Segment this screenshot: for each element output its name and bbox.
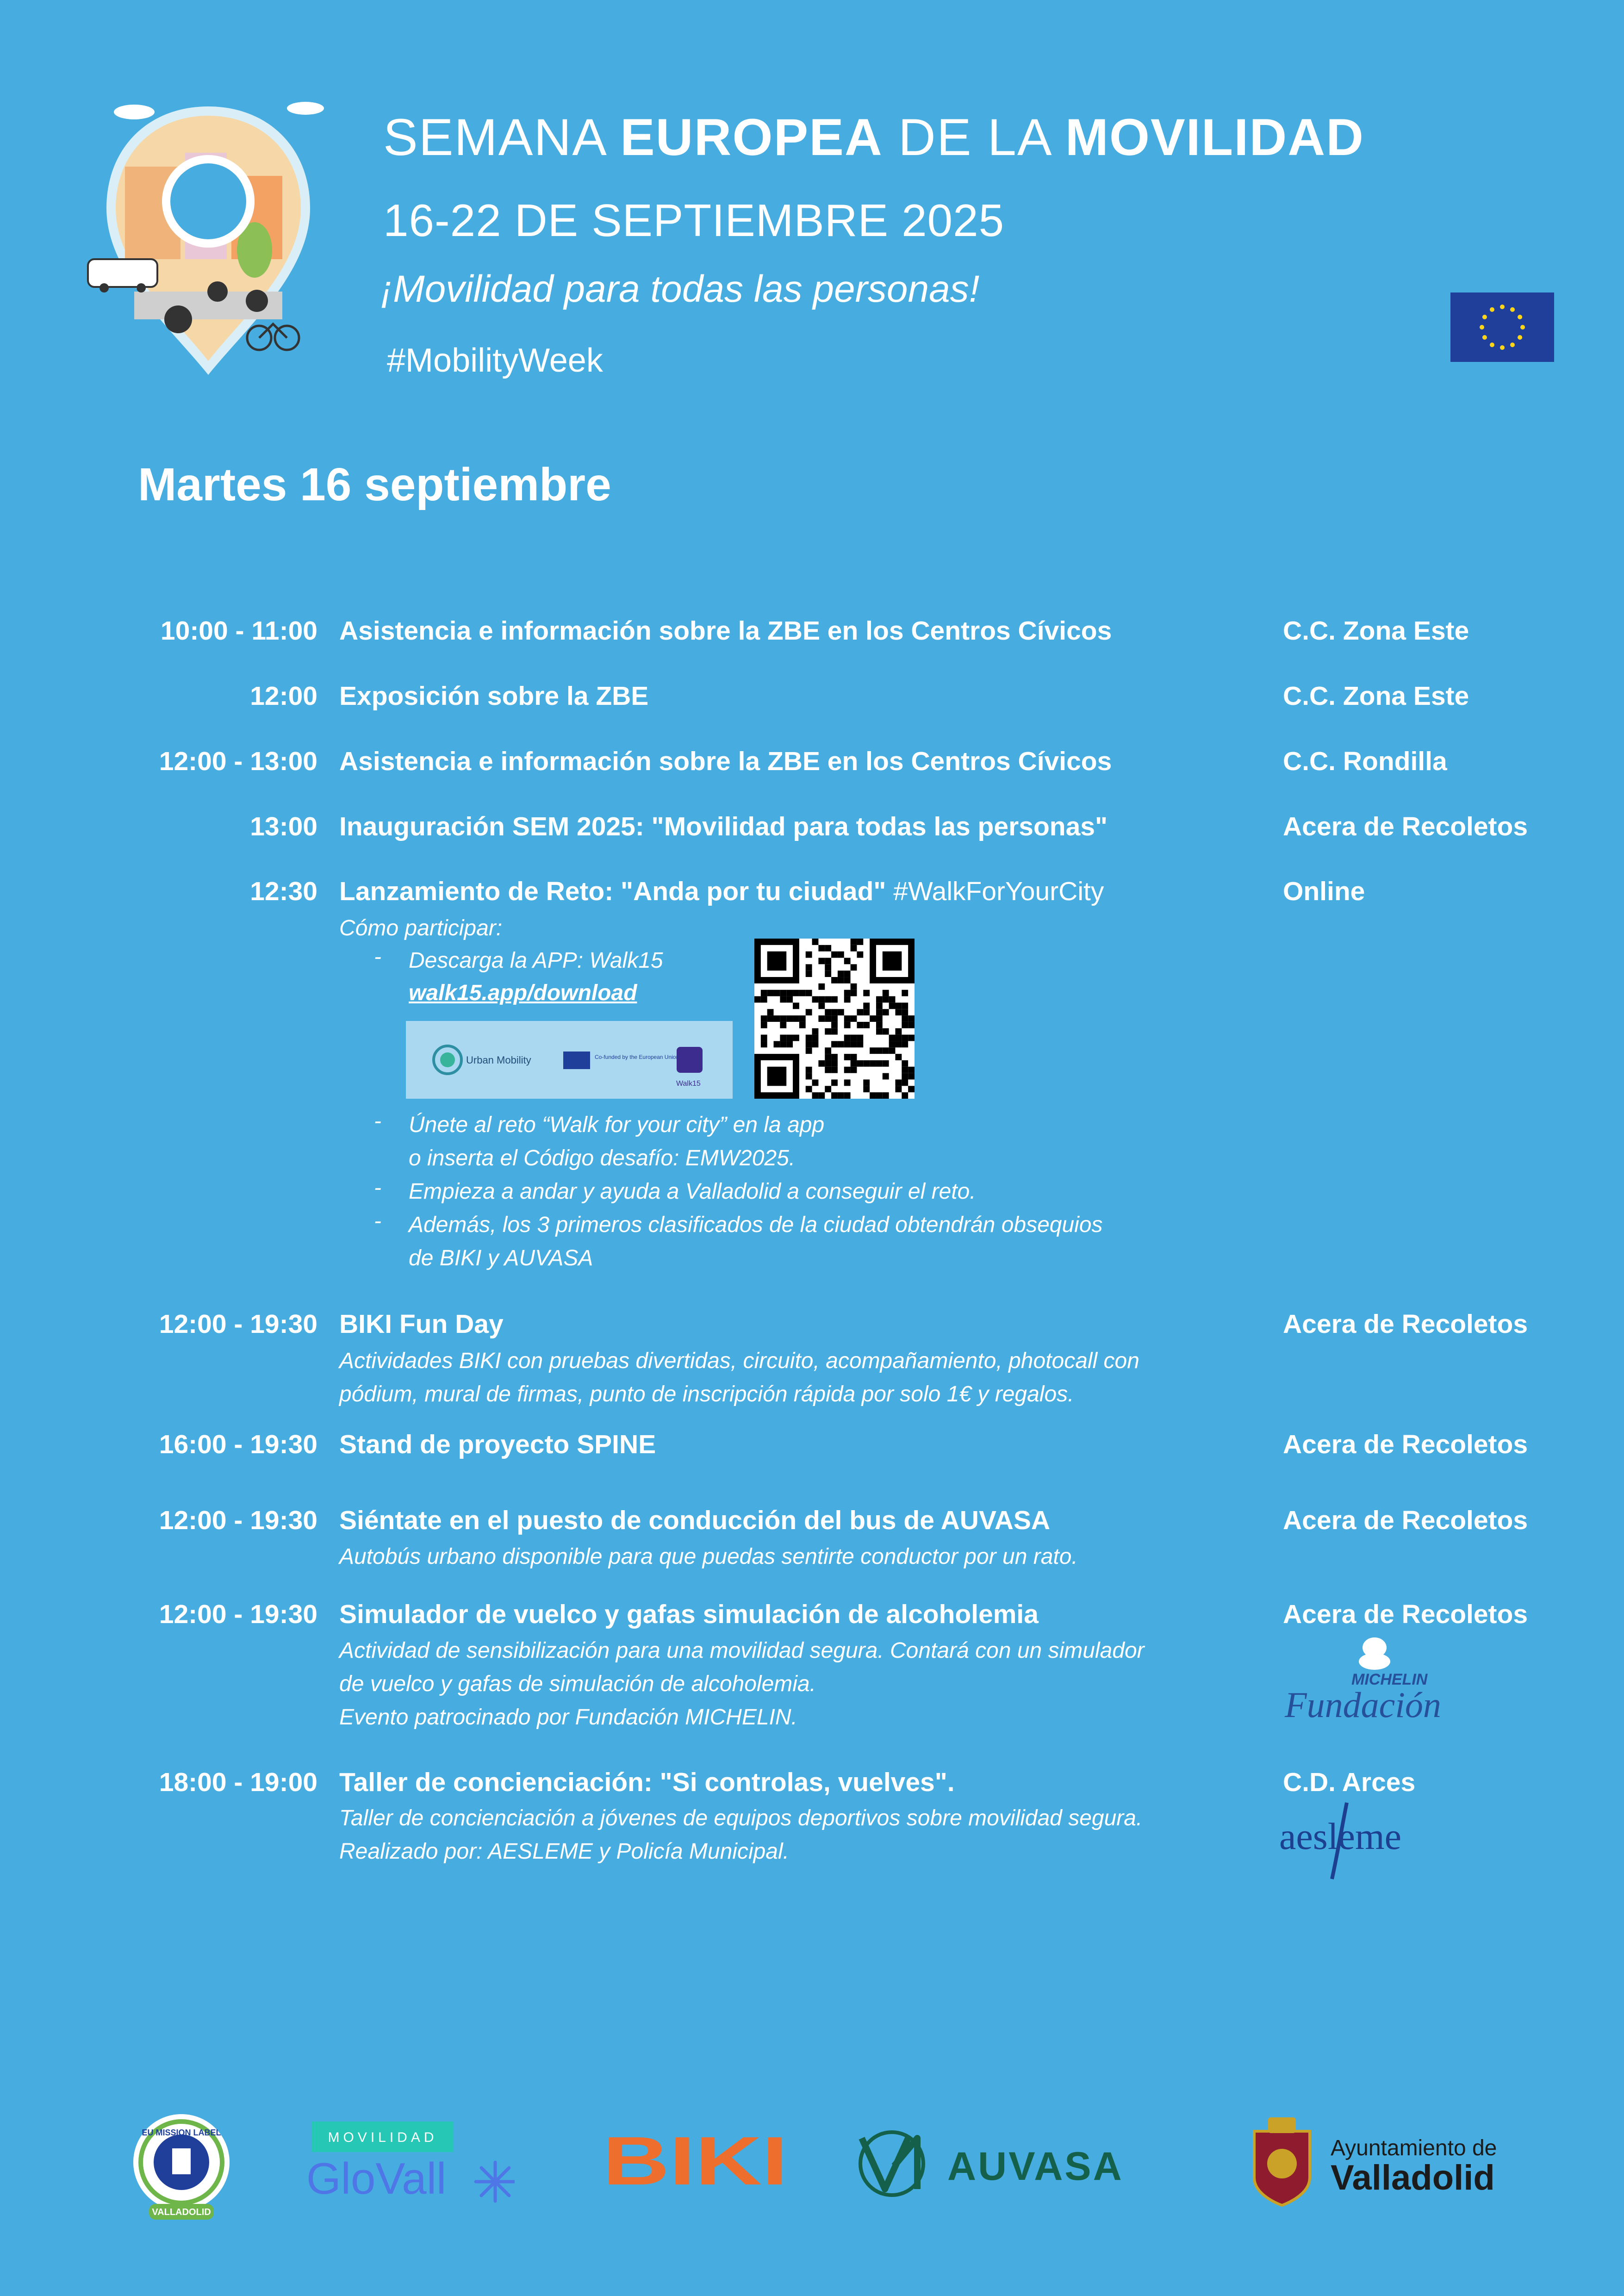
event-description: Autobús urbano disponible para que puedas sentirte conductor por un rato.	[339, 1544, 1078, 1569]
qr-code-icon[interactable]	[754, 939, 915, 1099]
event-place: Acera de Recoletos	[1283, 812, 1528, 841]
hashtag: #MobilityWeek	[387, 342, 603, 379]
event-time: 12:00 - 13:00	[159, 747, 317, 776]
event-title: Stand de proyecto SPINE	[339, 1430, 656, 1459]
event-title: Taller de concienciación: "Si controlas, vuelves".	[339, 1767, 955, 1797]
bullet-dash: -	[374, 1209, 381, 1233]
auvasa-logo	[857, 2124, 1164, 2203]
svg-text:VALLADOLID: VALLADOLID	[152, 2207, 211, 2217]
event-hashtag: #WalkForYourCity	[886, 877, 1104, 906]
event-title: Inauguración SEM 2025: "Movilidad para todas las personas"	[339, 812, 1108, 841]
walk15-label: Walk15	[676, 1080, 701, 1088]
svg-text:Fundación: Fundación	[1285, 1685, 1441, 1722]
event-time: 12:00 - 19:30	[159, 1506, 317, 1535]
download-line: Descarga la APP: Walk15	[409, 948, 663, 973]
event-place: Online	[1283, 877, 1365, 906]
event-description: Actividades BIKI con pruebas divertidas, circuito, acompañamiento, photocall con	[339, 1349, 1139, 1373]
event-time: 10:00 - 11:00	[160, 616, 317, 646]
challenge-sponsor-strip	[406, 1021, 733, 1099]
glovall-logo	[306, 2120, 515, 2208]
svg-text:MOVILIDAD: MOVILIDAD	[328, 2130, 438, 2145]
event-description: pódium, mural de firmas, punto de inscripción rápida por solo 1€ y regalos.	[339, 1382, 1074, 1406]
event-title: Asistencia e información sobre la ZBE en los Centros Cívicos	[339, 747, 1112, 776]
challenge-step: Únete al reto “Walk for your city” en la app	[409, 1113, 825, 1137]
event-description: Taller de concienciación a jóvenes de equipos deportivos sobre movilidad segura.	[339, 1806, 1143, 1830]
bullet-dash: -	[374, 1109, 381, 1133]
svg-text:MICHELIN: MICHELIN	[1351, 1671, 1428, 1688]
eu-flag-icon	[1450, 292, 1554, 362]
challenge-step: Empieza a andar y ayuda a Valladolid a conseguir el reto.	[409, 1179, 976, 1204]
main-title: SEMANA EUROPEA DE LA MOVILIDAD	[383, 108, 1364, 166]
svg-text:Ayuntamiento de: Ayuntamiento de	[1331, 2136, 1497, 2160]
download-link[interactable]: walk15.app/download	[409, 981, 637, 1005]
event-title: Siéntate en el puesto de conducción del bus de AUVASA	[339, 1506, 1051, 1535]
bullet-dash: -	[374, 1176, 381, 1200]
event-time: 12:30	[250, 877, 317, 906]
challenge-step: o inserta el Código desafío: EMW2025.	[409, 1146, 796, 1170]
event-time: 12:00	[250, 681, 317, 711]
event-description: Evento patrocinado por Fundación MICHELIN.	[339, 1705, 797, 1730]
svg-text:aesleme: aesleme	[1279, 1815, 1402, 1857]
eu-mission-label-logo	[131, 2111, 232, 2221]
challenge-step: Además, los 3 primeros clasificados de la ciudad obtendrán obsequios	[409, 1213, 1103, 1237]
event-place: C.C. Zona Este	[1283, 681, 1469, 711]
aesleme-logo	[1277, 1798, 1416, 1881]
challenge-step: de BIKI y AUVASA	[409, 1246, 593, 1270]
eu-cofunded-label: Co-funded by the European Union	[595, 1054, 679, 1060]
slogan: ¡Movilidad para todas las personas!	[380, 268, 980, 310]
event-place: Acera de Recoletos	[1283, 1599, 1528, 1629]
ayuntamiento-valladolid-logo	[1240, 2113, 1506, 2210]
svg-text:Valladolid: Valladolid	[1331, 2158, 1495, 2197]
svg-text:AUVASA: AUVASA	[947, 2144, 1124, 2189]
event-title: BIKI Fun Day	[339, 1309, 504, 1339]
event-time: 12:00 - 19:30	[159, 1599, 317, 1629]
biki-logo	[603, 2128, 789, 2189]
svg-text:GloVall: GloVall	[306, 2154, 447, 2203]
event-time: 16:00 - 19:30	[159, 1430, 317, 1459]
event-place: C.D. Arces	[1283, 1767, 1416, 1797]
event-description: Actividad de sensibilización para una movilidad segura. Contará con un simulador	[339, 1638, 1145, 1663]
svg-text:EU MISSION LABEL: EU MISSION LABEL	[142, 2128, 221, 2137]
event-place: Acera de Recoletos	[1283, 1430, 1528, 1459]
day-heading: Martes 16 septiembre	[138, 459, 611, 510]
bullet-dash: -	[374, 945, 381, 969]
event-place: Acera de Recoletos	[1283, 1506, 1528, 1535]
how-to-participate: Cómo participar:	[339, 916, 503, 940]
fundacion-michelin-logo	[1282, 1634, 1449, 1722]
urban-mobility-label: Urban Mobility	[466, 1054, 531, 1066]
event-title: Lanzamiento de Reto: "Anda por tu ciudad" #WalkForYourCity	[339, 877, 1104, 906]
event-dates: 16-22 DE SEPTIEMBRE 2025	[383, 195, 1005, 246]
event-place: Acera de Recoletos	[1283, 1309, 1528, 1339]
event-title: Simulador de vuelco y gafas simulación de alcoholemia	[339, 1599, 1039, 1629]
event-time: 13:00	[250, 812, 317, 841]
event-place: C.C. Rondilla	[1283, 747, 1447, 776]
event-description: de vuelco y gafas de simulación de alcoholemia.	[339, 1672, 816, 1696]
event-time: 12:00 - 19:30	[159, 1309, 317, 1339]
event-place: C.C. Zona Este	[1283, 616, 1469, 646]
event-time: 18:00 - 19:00	[159, 1767, 317, 1797]
event-title: Exposición sobre la ZBE	[339, 681, 649, 711]
svg-text:BIKI: BIKI	[603, 2128, 788, 2189]
sponsor-logos	[406, 1021, 733, 1099]
semana-movilidad-logo	[79, 97, 338, 384]
event-description: Realizado por: AESLEME y Policía Municipal.	[339, 1839, 789, 1864]
event-title: Asistencia e información sobre la ZBE en los Centros Cívicos	[339, 616, 1112, 646]
